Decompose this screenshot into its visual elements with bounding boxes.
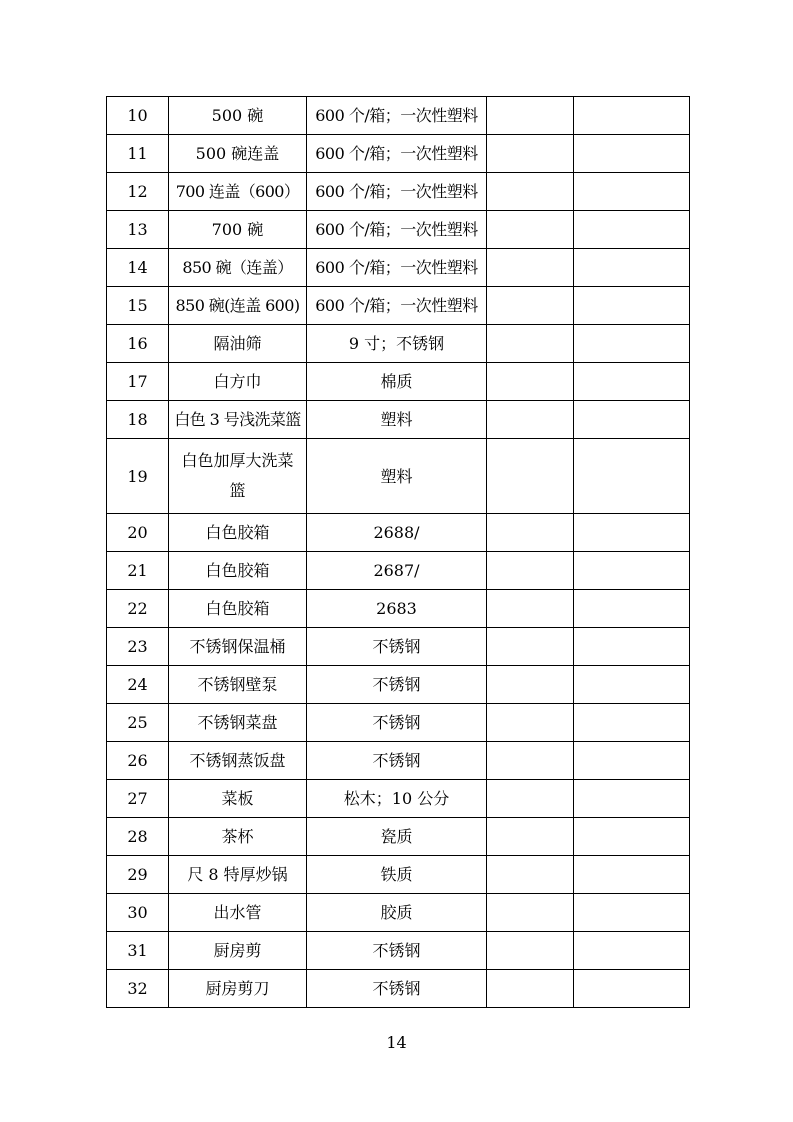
item-spec-cell: 瓷质 [307, 818, 487, 856]
item-name-cell: 白色加厚大洗菜篮 [169, 439, 307, 514]
item-name-cell: 不锈钢保温桶 [169, 628, 307, 666]
table-row [107, 97, 690, 135]
row-number-cell: 16 [107, 325, 169, 363]
empty-cell [487, 590, 574, 628]
empty-cell [574, 363, 690, 401]
empty-cell [574, 742, 690, 780]
empty-cell [574, 818, 690, 856]
row-number-cell: 28 [107, 818, 169, 856]
empty-cell [574, 97, 690, 135]
item-spec-cell: 600 个/箱；一次性塑料 [307, 211, 487, 249]
row-number-cell: 14 [107, 249, 169, 287]
row-number-cell: 32 [107, 970, 169, 1008]
empty-cell [574, 894, 690, 932]
row-number-cell: 31 [107, 932, 169, 970]
empty-cell [574, 439, 690, 514]
table-row [107, 552, 690, 590]
item-spec-cell: 不锈钢 [307, 970, 487, 1008]
row-number-cell: 24 [107, 666, 169, 704]
item-spec-cell: 600 个/箱；一次性塑料 [307, 135, 487, 173]
item-name-cell: 菜板 [169, 780, 307, 818]
table-row [107, 439, 690, 514]
table-row [107, 135, 690, 173]
item-spec-cell: 不锈钢 [307, 932, 487, 970]
table-row [107, 780, 690, 818]
item-spec-cell: 2683 [307, 590, 487, 628]
empty-cell [487, 401, 574, 439]
table-row [107, 970, 690, 1008]
table-row [107, 628, 690, 666]
table-row [107, 249, 690, 287]
item-name-cell: 500 碗连盖 [169, 135, 307, 173]
item-spec-cell: 2687/ [307, 552, 487, 590]
empty-cell [487, 742, 574, 780]
empty-cell [487, 780, 574, 818]
empty-cell [487, 287, 574, 325]
table-row [107, 666, 690, 704]
page-number: 14 [386, 1033, 407, 1052]
empty-cell [574, 628, 690, 666]
item-spec-cell: 塑料 [307, 439, 487, 514]
item-name-cell: 厨房剪 [169, 932, 307, 970]
table-row [107, 590, 690, 628]
empty-cell [487, 514, 574, 552]
empty-cell [574, 856, 690, 894]
table-row [107, 894, 690, 932]
item-spec-cell: 棉质 [307, 363, 487, 401]
item-name-cell: 白色 3 号浅洗菜篮 [169, 401, 307, 439]
table-row [107, 856, 690, 894]
item-spec-cell: 铁质 [307, 856, 487, 894]
empty-cell [574, 780, 690, 818]
item-name-cell: 不锈钢蒸饭盘 [169, 742, 307, 780]
empty-cell [487, 249, 574, 287]
item-name-cell: 白色胶箱 [169, 514, 307, 552]
empty-cell [574, 590, 690, 628]
row-number-cell: 10 [107, 97, 169, 135]
empty-cell [574, 135, 690, 173]
row-number-cell: 17 [107, 363, 169, 401]
row-number-cell: 23 [107, 628, 169, 666]
item-name-cell: 白色胶箱 [169, 590, 307, 628]
row-number-cell: 18 [107, 401, 169, 439]
empty-cell [487, 970, 574, 1008]
empty-cell [487, 856, 574, 894]
empty-cell [574, 552, 690, 590]
row-number-cell: 15 [107, 287, 169, 325]
item-spec-cell: 600 个/箱；一次性塑料 [307, 249, 487, 287]
item-table [106, 96, 690, 1008]
table-row [107, 818, 690, 856]
row-number-cell: 12 [107, 173, 169, 211]
item-spec-cell: 9 寸；不锈钢 [307, 325, 487, 363]
item-name-cell: 尺 8 特厚炒锅 [169, 856, 307, 894]
empty-cell [487, 211, 574, 249]
item-name-cell: 不锈钢菜盘 [169, 704, 307, 742]
empty-cell [487, 135, 574, 173]
row-number-cell: 27 [107, 780, 169, 818]
row-number-cell: 29 [107, 856, 169, 894]
item-name-cell: 白色胶箱 [169, 552, 307, 590]
empty-cell [574, 287, 690, 325]
item-spec-cell: 不锈钢 [307, 666, 487, 704]
item-name-cell: 700 碗 [169, 211, 307, 249]
item-name-cell: 出水管 [169, 894, 307, 932]
empty-cell [487, 439, 574, 514]
empty-cell [487, 97, 574, 135]
table-row [107, 363, 690, 401]
empty-cell [574, 249, 690, 287]
item-spec-cell: 松木；10 公分 [307, 780, 487, 818]
empty-cell [487, 552, 574, 590]
empty-cell [487, 363, 574, 401]
empty-cell [487, 704, 574, 742]
empty-cell [574, 514, 690, 552]
empty-cell [574, 401, 690, 439]
row-number-cell: 11 [107, 135, 169, 173]
item-name-cell: 500 碗 [169, 97, 307, 135]
empty-cell [487, 325, 574, 363]
item-spec-cell: 600 个/箱；一次性塑料 [307, 287, 487, 325]
row-number-cell: 19 [107, 439, 169, 514]
table-row [107, 325, 690, 363]
item-table-body [107, 97, 690, 1008]
item-name-cell: 茶杯 [169, 818, 307, 856]
empty-cell [487, 818, 574, 856]
row-number-cell: 21 [107, 552, 169, 590]
row-number-cell: 13 [107, 211, 169, 249]
item-name-cell: 隔油筛 [169, 325, 307, 363]
empty-cell [487, 932, 574, 970]
empty-cell [574, 211, 690, 249]
row-number-cell: 30 [107, 894, 169, 932]
item-name-cell: 700 连盖（600） [169, 173, 307, 211]
item-spec-cell: 600 个/箱；一次性塑料 [307, 97, 487, 135]
empty-cell [574, 173, 690, 211]
empty-cell [487, 173, 574, 211]
item-spec-cell: 2688/ [307, 514, 487, 552]
table-row [107, 932, 690, 970]
table-row [107, 742, 690, 780]
item-name-cell: 厨房剪刀 [169, 970, 307, 1008]
empty-cell [487, 666, 574, 704]
item-spec-cell: 不锈钢 [307, 704, 487, 742]
empty-cell [487, 628, 574, 666]
table-row [107, 287, 690, 325]
row-number-cell: 22 [107, 590, 169, 628]
empty-cell [574, 932, 690, 970]
item-name-cell: 850 碗（连盖） [169, 249, 307, 287]
item-spec-cell: 不锈钢 [307, 742, 487, 780]
table-row [107, 704, 690, 742]
item-spec-cell: 不锈钢 [307, 628, 487, 666]
table-row [107, 514, 690, 552]
item-name-cell: 不锈钢壁泵 [169, 666, 307, 704]
table-row [107, 211, 690, 249]
table-row [107, 173, 690, 211]
item-spec-cell: 塑料 [307, 401, 487, 439]
empty-cell [574, 666, 690, 704]
row-number-cell: 25 [107, 704, 169, 742]
item-name-cell: 白方巾 [169, 363, 307, 401]
empty-cell [574, 325, 690, 363]
empty-cell [574, 704, 690, 742]
item-spec-cell: 胶质 [307, 894, 487, 932]
empty-cell [487, 894, 574, 932]
item-name-cell: 850 碗(连盖 600) [169, 287, 307, 325]
row-number-cell: 26 [107, 742, 169, 780]
table-row [107, 401, 690, 439]
empty-cell [574, 970, 690, 1008]
row-number-cell: 20 [107, 514, 169, 552]
item-spec-cell: 600 个/箱；一次性塑料 [307, 173, 487, 211]
